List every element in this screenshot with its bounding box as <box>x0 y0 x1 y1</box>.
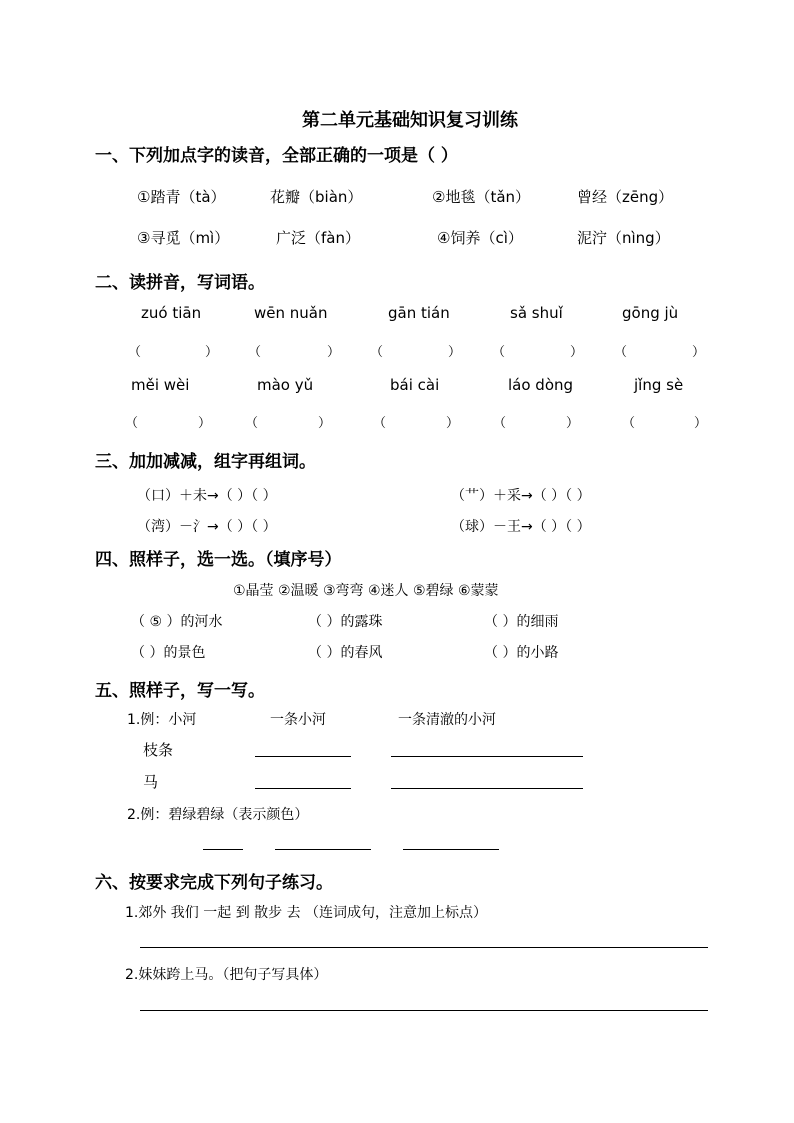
q5-example-c: 一条清澈的小河 <box>398 712 496 728</box>
pinyin-item: wēn nuǎn <box>254 304 328 322</box>
answer-paren-open: （ <box>492 345 506 360</box>
q1-option: ③寻觅（mì） <box>137 229 230 247</box>
answer-line[interactable] <box>275 849 371 850</box>
pinyin-item: jǐng sè <box>634 376 684 394</box>
pinyin-item: sǎ shuǐ <box>510 304 563 322</box>
answer-paren-close: ） <box>692 345 706 360</box>
q3-item: （口）＋未→（ ）（ ） <box>137 488 277 504</box>
answer-line[interactable] <box>255 788 351 789</box>
section-1-heading: 一、下列加点字的读音，全部正确的一项是（ ） <box>95 146 458 166</box>
answer-line[interactable] <box>255 756 351 757</box>
answer-paren-open: （ <box>245 416 259 431</box>
answer-line[interactable] <box>203 849 243 850</box>
q5-example-2: 2.例：碧绿碧绿（表示颜色） <box>127 807 309 823</box>
answer-paren-close: ） <box>448 345 462 360</box>
q4-item: （ ⑤ ）的河水 <box>131 614 223 630</box>
answer-line[interactable] <box>140 947 708 948</box>
q5-example-b: 一条小河 <box>270 712 326 728</box>
q4-item: （ ）的景色 <box>131 645 206 661</box>
answer-paren-close: ） <box>205 345 219 360</box>
q1-option: ②地毯（tǎn） <box>432 188 531 206</box>
pinyin-item: mào yǔ <box>257 376 314 394</box>
answer-line[interactable] <box>391 756 583 757</box>
section-2-heading: 二、读拼音，写词语。 <box>95 273 265 293</box>
section-3-heading: 三、加加减减，组字再组词。 <box>95 452 316 472</box>
answer-paren-close: ） <box>327 345 341 360</box>
q1-option: 曾经（zēng） <box>577 188 674 206</box>
q3-item: （球）－王→（ ）（ ） <box>451 519 591 535</box>
q4-item: （ ）的小路 <box>484 645 559 661</box>
q6-sentence-1: 1.郊外 我们 一起 到 散步 去 （连词成句，注意加上标点） <box>125 905 488 921</box>
q5-example: 1.例：小河 <box>127 712 197 728</box>
q4-item: （ ）的春风 <box>308 645 383 661</box>
q3-item: （艹）＋采→（ ）（ ） <box>451 488 591 504</box>
q4-item: （ ）的细雨 <box>484 614 559 630</box>
answer-paren-open: （ <box>373 416 387 431</box>
page-title: 第二单元基础知识复习训练 <box>302 110 518 131</box>
q1-option: ④饲养（cì） <box>437 229 523 247</box>
q4-item: （ ）的露珠 <box>308 614 383 630</box>
answer-paren-open: （ <box>614 345 628 360</box>
answer-paren-close: ） <box>318 416 332 431</box>
answer-paren-open: （ <box>128 345 142 360</box>
answer-paren-open: （ <box>248 345 262 360</box>
pinyin-item: bái cài <box>390 376 440 394</box>
q5-item-2: 马 <box>143 773 159 791</box>
q1-option: 花瓣（biàn） <box>270 188 363 206</box>
section-6-heading: 六、按要求完成下列句子练习。 <box>95 873 333 893</box>
q3-item: （湾）－氵→（ ）（ ） <box>137 519 277 535</box>
answer-paren-open: （ <box>370 345 384 360</box>
answer-paren-close: ） <box>446 416 460 431</box>
answer-paren-close: ） <box>566 416 580 431</box>
q1-option: 广泛（fàn） <box>276 229 360 247</box>
q5-item-1: 枝条 <box>143 741 174 759</box>
q4-options: ①晶莹 ②温暖 ③弯弯 ④迷人 ⑤碧绿 ⑥蒙蒙 <box>233 583 499 599</box>
pinyin-item: gān tián <box>388 304 450 322</box>
answer-paren-close: ） <box>198 416 212 431</box>
answer-line[interactable] <box>391 788 583 789</box>
answer-paren-open: （ <box>125 416 139 431</box>
q1-option: ①踏青（tà） <box>137 188 226 206</box>
q1-option: 泥泞（nìng） <box>577 229 670 247</box>
pinyin-item: gōng jù <box>622 304 679 322</box>
answer-line[interactable] <box>140 1010 708 1011</box>
answer-paren-close: ） <box>694 416 708 431</box>
section-5-heading: 五、照样子，写一写。 <box>95 681 265 701</box>
pinyin-item: láo dòng <box>508 376 574 394</box>
answer-line[interactable] <box>403 849 499 850</box>
answer-paren-close: ） <box>570 345 584 360</box>
pinyin-item: zuó tiān <box>141 304 202 322</box>
answer-paren-open: （ <box>493 416 507 431</box>
answer-paren-open: （ <box>622 416 636 431</box>
pinyin-item: měi wèi <box>131 376 190 394</box>
section-4-heading: 四、照样子，选一选。（填序号） <box>95 550 342 570</box>
q6-sentence-2: 2.妹妹跨上马。（把句子写具体） <box>125 967 328 983</box>
